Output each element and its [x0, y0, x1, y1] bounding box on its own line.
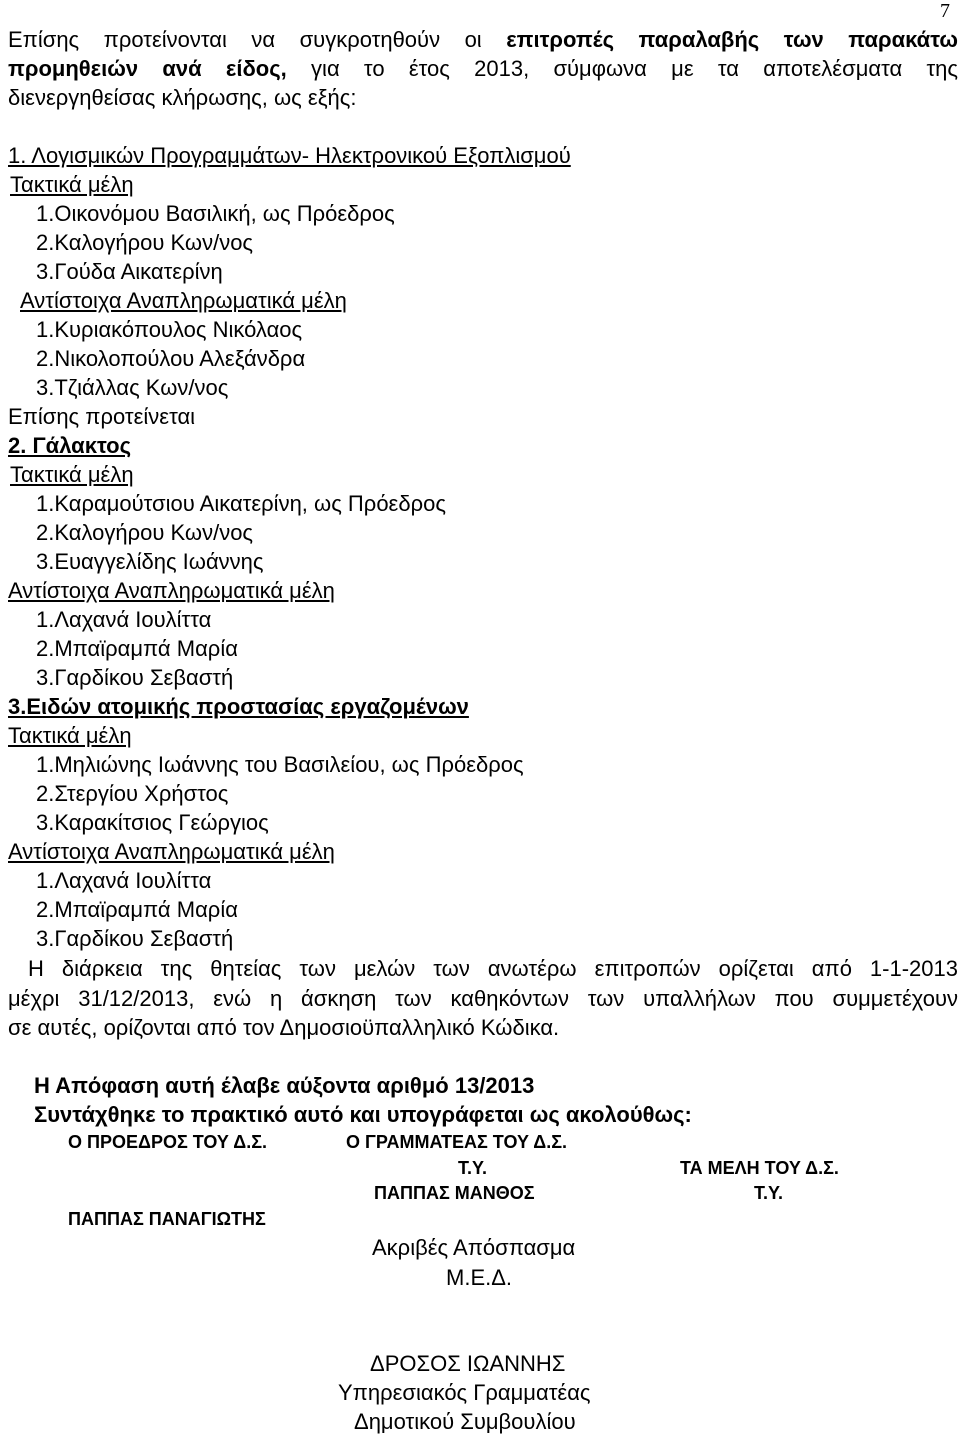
committee-2-regular-member: 3.Ευαγγελίδης Ιωάννης	[36, 549, 264, 574]
committee-2-alternate-member: 2.Μπαϊραμπά Μαρία	[36, 636, 238, 661]
committee-2-alternate-member: 3.Γαρδίκου Σεβαστή	[36, 665, 234, 690]
committee-2-alternate-member: 1.Λαχανά Ιουλίττα	[36, 607, 212, 632]
committee-3-regular-member: 1.Μηλιώνης Ιωάννης του Βασιλείου, ως Πρόεδρος	[36, 752, 524, 777]
page-number: 7	[940, 0, 950, 22]
intro-line-3: διενεργηθείσας κλήρωσης, ως εξής:	[8, 85, 357, 110]
committee-2-regular-label: Τακτικά μέλη	[10, 462, 134, 487]
med-abbreviation: Μ.Ε.Δ.	[446, 1265, 513, 1290]
secretary-name: ΠΑΠΠΑΣ ΜΑΝΘΟΣ	[374, 1183, 535, 1203]
exact-copy-label: Ακριβές Απόσπασμα	[372, 1235, 576, 1260]
committee-1-alternate-member: 2.Νικολοπούλου Αλεξάνδρα	[36, 346, 306, 371]
intro-line-2: προμηθειών ανά είδος, για το έτος 2013, σύμφωνα με τα αποτελέσματα της	[8, 56, 958, 81]
certifier-role: Υπηρεσιακός Γραμματέας	[338, 1380, 591, 1405]
committee-3-alternate-label: Αντίστοιχα Αναπληρωματικά μέλη	[8, 839, 335, 864]
committee-3-regular-member: 2.Στεργίου Χρήστος	[36, 781, 229, 806]
signed-statement: Συντάχθηκε το πρακτικό αυτό και υπογράφεται ως ακολούθως:	[34, 1102, 692, 1127]
committee-1-regular-member: 1.Οικονόμου Βασιλική, ως Πρόεδρος	[36, 201, 395, 226]
committee-3-regular-member: 3.Καρακίτσιος Γεώργιος	[36, 810, 269, 835]
committee-2-regular-member: 1.Καραμούτσιου Αικατερίνη, ως Πρόεδρος	[36, 491, 446, 516]
committee-3-alternate-member: 1.Λαχανά Ιουλίττα	[36, 868, 212, 893]
committee-1-regular-member: 3.Γούδα Αικατερίνη	[36, 259, 223, 284]
term-line-2: μέχρι 31/12/2013, ενώ η άσκηση των καθηκόντων των υπαλλήλων που συμμετέχουν	[8, 986, 958, 1011]
committee-1-title: 1. Λογισμικών Προγραμμάτων- Ηλεκτρονικού Εξοπλισμού	[8, 143, 571, 168]
committee-3-alternate-member: 2.Μπαϊραμπά Μαρία	[36, 897, 238, 922]
certifier-name: ΔΡΟΣΟΣ ΙΩΑΝΝΗΣ	[370, 1351, 566, 1376]
committee-2-regular-member: 2.Καλογήρου Κων/νος	[36, 520, 254, 545]
president-title: Ο ΠΡΟΕΔΡΟΣ ΤΟΥ Δ.Σ.	[68, 1132, 268, 1152]
committee-3-regular-label: Τακτικά μέλη	[8, 723, 132, 748]
president-name: ΠΑΠΠΑΣ ΠΑΝΑΓΙΩΤΗΣ	[68, 1209, 266, 1229]
members-ty: Τ.Υ.	[754, 1183, 784, 1203]
secretary-ty: Τ.Υ.	[458, 1158, 488, 1178]
committee-3-alternate-member: 3.Γαρδίκου Σεβαστή	[36, 926, 234, 951]
committee-3-title: 3.Ειδών ατομικής προστασίας εργαζομένων	[8, 694, 469, 719]
committee-1-alternate-label: Αντίστοιχα Αναπληρωματικά μέλη	[20, 288, 347, 313]
committee-2-alternate-label: Αντίστοιχα Αναπληρωματικά μέλη	[8, 578, 335, 603]
committee-1-regular-label: Τακτικά μέλη	[10, 172, 134, 197]
also-proposed-label: Επίσης προτείνεται	[8, 404, 196, 429]
committee-1-alternate-member: 3.Τζιάλλας Κων/νος	[36, 375, 229, 400]
members-title: ΤΑ ΜΕΛΗ ΤΟΥ Δ.Σ.	[680, 1158, 839, 1178]
term-line-3: σε αυτές, ορίζονται από τον Δημοσιοϋπαλληλικό Κώδικα.	[8, 1015, 560, 1040]
intro-line-1: Επίσης προτείνονται να συγκροτηθούν οι επιτροπές παραλαβής των παρακάτω	[8, 27, 958, 52]
term-line-1: Η διάρκεια της θητείας των μελών των ανωτέρω επιτροπών ορίζεται από 1-1-2013	[28, 956, 958, 981]
decision-number: Η Απόφαση αυτή έλαβε αύξοντα αριθμό 13/2013	[34, 1073, 535, 1098]
committee-1-alternate-member: 1.Κυριακόπουλος Νικόλαος	[36, 317, 303, 342]
certifier-department: Δημοτικού Συμβουλίου	[354, 1409, 576, 1434]
secretary-title: Ο ΓΡΑΜΜΑΤΕΑΣ ΤΟΥ Δ.Σ.	[346, 1132, 568, 1152]
committee-2-title: 2. Γάλακτος	[8, 433, 132, 458]
committee-1-regular-member: 2.Καλογήρου Κων/νος	[36, 230, 254, 255]
